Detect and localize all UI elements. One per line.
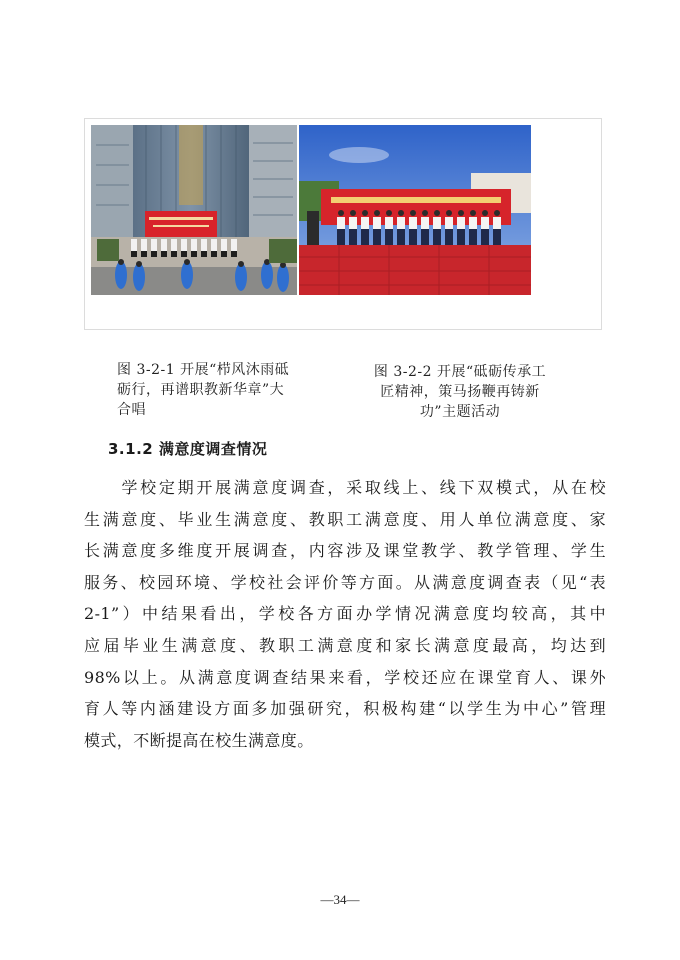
- paragraph-line: 98%以上。从满意度调查结果来看，学校还应在课堂育人、课外: [84, 667, 606, 687]
- paragraph-line: 2-1”）中结果看出，学校各方面办学情况满意度均较高，其中: [84, 604, 606, 624]
- paragraph-line: 模式，不断提高在校生满意度。: [84, 730, 314, 750]
- section-heading: 3.1.2 满意度调查情况: [108, 440, 268, 458]
- caption-line: 匠精神，策马扬鞭再铸新: [380, 384, 540, 400]
- paragraph-line: 服务、校园环境、学校社会评价等方面。从满意度调查表（见“表: [84, 572, 606, 592]
- caption-line: 图 3-2-2 开展“砥砺传承工: [373, 364, 547, 380]
- photo-frame: [84, 118, 602, 330]
- paragraph-line: 育人等内涵建设方面多加强研究，积极构建“以学生为中心”管理: [84, 699, 606, 719]
- figure-3-2-1-caption: [117, 360, 319, 420]
- stage-event-photo: [299, 125, 531, 295]
- body-paragraph: [84, 472, 606, 756]
- paragraph-line: 生满意度、毕业生满意度、教职工满意度、用人单位满意度、家: [84, 509, 606, 529]
- chorus-photo: [91, 125, 297, 295]
- caption-line: 合唱: [117, 402, 146, 418]
- figure-3-2-2-caption: [358, 362, 562, 422]
- caption-line: 砺行，再谱职教新华章”大: [117, 382, 285, 398]
- figure-3-2-1-photo: [91, 125, 297, 295]
- caption-line: 功”主题活动: [419, 404, 501, 420]
- paragraph-line: 长满意度多维度开展调查，内容涉及课堂教学、教学管理、学生: [84, 541, 606, 561]
- caption-line: 图 3-2-1 开展“栉风沐雨砥: [117, 362, 290, 378]
- paragraph-line: 应届毕业生满意度、教职工满意度和家长满意度最高，均达到: [84, 635, 606, 655]
- page-number: —34—: [320, 892, 360, 907]
- figure-3-2-2-photo: [299, 125, 531, 295]
- paragraph-line: 学校定期开展满意度调查，采取线上、线下双模式，从在校: [84, 478, 606, 497]
